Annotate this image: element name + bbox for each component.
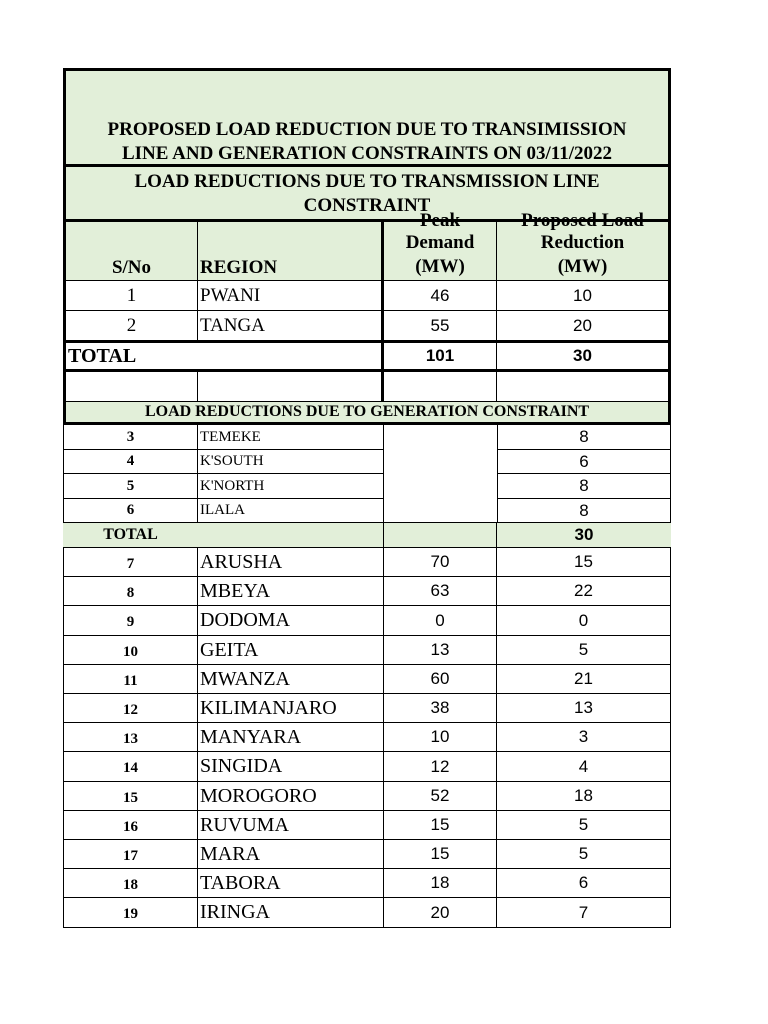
region-cell: SINGIDA — [198, 752, 384, 782]
sno-cell: 16 — [63, 811, 198, 840]
region-cell: MBEYA — [198, 577, 384, 606]
reduction-cell: 22 — [497, 577, 671, 606]
region-cell: TEMEKE — [198, 425, 384, 450]
peak-cell: 52 — [384, 782, 497, 811]
transmission-total-peak: 101 — [384, 340, 497, 372]
transmission-total-reduction: 30 — [497, 340, 671, 372]
col-region-header: REGION — [198, 222, 384, 281]
transmission-total-label: TOTAL — [63, 340, 384, 372]
peak-cell: 15 — [384, 811, 497, 840]
blank-cell — [198, 372, 384, 402]
sno-cell: 6 — [63, 499, 198, 523]
title-block — [63, 68, 671, 167]
region-cell: IRINGA — [198, 898, 384, 928]
peak-cell: 55 — [384, 311, 497, 341]
reduction-cell: 21 — [497, 665, 671, 694]
sno-cell: 5 — [63, 474, 198, 499]
section1-line-1: LOAD REDUCTIONS DUE TO TRANSMISSION LINE — [134, 171, 600, 192]
reduction-cell: 6 — [497, 450, 671, 474]
sno-cell: 9 — [63, 606, 198, 636]
region-cell: TABORA — [198, 869, 384, 898]
region-cell: GEITA — [198, 636, 384, 665]
blank-cell — [497, 372, 671, 402]
title-line-2: LINE AND GENERATION CONSTRAINTS ON 03/11/2022 — [121, 143, 613, 164]
peak-cell: 10 — [384, 723, 497, 752]
generation-total-label: TOTAL — [63, 523, 198, 548]
sno-cell: 4 — [63, 450, 198, 474]
col-peak-bot: (MW) — [415, 256, 465, 277]
region-cell: ARUSHA — [198, 548, 384, 577]
region-cell: K'SOUTH — [198, 450, 384, 474]
peak-cell: 12 — [384, 752, 497, 782]
peak-cell: 0 — [384, 606, 497, 636]
reduction-cell: 13 — [497, 694, 671, 723]
blank-cell — [384, 372, 497, 402]
region-cell: PWANI — [198, 281, 384, 311]
region-cell: K'NORTH — [198, 474, 384, 499]
sno-cell: 14 — [63, 752, 198, 782]
reduction-cell: 18 — [497, 782, 671, 811]
reduction-cell: 10 — [497, 281, 671, 311]
sno-cell: 15 — [63, 782, 198, 811]
reduction-cell: 5 — [497, 811, 671, 840]
sno-cell: 19 — [63, 898, 198, 928]
peak-cell: 38 — [384, 694, 497, 723]
col-peak-mid: Demand — [405, 232, 475, 253]
col-peak-header — [384, 210, 497, 281]
reduction-cell: 5 — [497, 636, 671, 665]
peak-cell: 15 — [384, 840, 497, 869]
reduction-cell: 15 — [497, 548, 671, 577]
region-cell: ILALA — [198, 499, 384, 523]
peak-cell: 18 — [384, 869, 497, 898]
generation-total-region-cell — [198, 523, 384, 548]
reduction-cell: 20 — [497, 311, 671, 341]
peak-cell: 13 — [384, 636, 497, 665]
generation-peak-merged-cell — [384, 425, 497, 523]
title-line-1: PROPOSED LOAD REDUCTION DUE TO TRANSIMISSION — [107, 119, 627, 140]
peak-cell: 63 — [384, 577, 497, 606]
blank-cell — [63, 372, 198, 402]
col-reduction-header — [497, 210, 668, 281]
region-cell: MOROGORO — [198, 782, 384, 811]
reduction-cell: 7 — [497, 898, 671, 928]
reduction-cell: 8 — [497, 425, 671, 450]
reduction-cell: 8 — [497, 474, 671, 499]
peak-cell: 70 — [384, 548, 497, 577]
peak-cell: 46 — [384, 281, 497, 311]
region-cell: MANYARA — [198, 723, 384, 752]
sno-cell: 11 — [63, 665, 198, 694]
reduction-cell: 5 — [497, 840, 671, 869]
region-cell: TANGA — [198, 311, 384, 341]
generation-section-header: LOAD REDUCTIONS DUE TO GENERATION CONSTRAINT — [63, 401, 671, 425]
region-cell: MARA — [198, 840, 384, 869]
col-red-mid: Reduction — [540, 232, 625, 253]
sno-cell: 18 — [63, 869, 198, 898]
reduction-cell: 4 — [497, 752, 671, 782]
sno-cell: 7 — [63, 548, 198, 577]
sno-cell: 1 — [63, 281, 198, 311]
reduction-cell: 8 — [497, 499, 671, 523]
sno-cell: 2 — [63, 311, 198, 341]
sno-cell: 3 — [63, 425, 198, 450]
peak-cell: 20 — [384, 898, 497, 928]
region-cell: DODOMA — [198, 606, 384, 636]
region-cell: KILIMANJARO — [198, 694, 384, 723]
region-cell: RUVUMA — [198, 811, 384, 840]
section1-line-2: CONSTRAINT — [303, 195, 431, 216]
reduction-cell: 0 — [497, 606, 671, 636]
sno-cell: 13 — [63, 723, 198, 752]
sno-cell: 17 — [63, 840, 198, 869]
col-red-bot: (MW) — [557, 256, 608, 277]
generation-total-reduction: 30 — [497, 523, 671, 548]
generation-total-peak-cell — [384, 523, 497, 548]
sno-cell: 8 — [63, 577, 198, 606]
region-cell: MWANZA — [198, 665, 384, 694]
col-peak-top: Peak — [419, 210, 461, 231]
col-red-top: Proposed Load — [521, 210, 644, 231]
peak-cell: 60 — [384, 665, 497, 694]
sno-cell: 10 — [63, 636, 198, 665]
reduction-cell: 6 — [497, 869, 671, 898]
sno-cell: 12 — [63, 694, 198, 723]
reduction-cell: 3 — [497, 723, 671, 752]
col-sno-header: S/No — [66, 222, 198, 281]
